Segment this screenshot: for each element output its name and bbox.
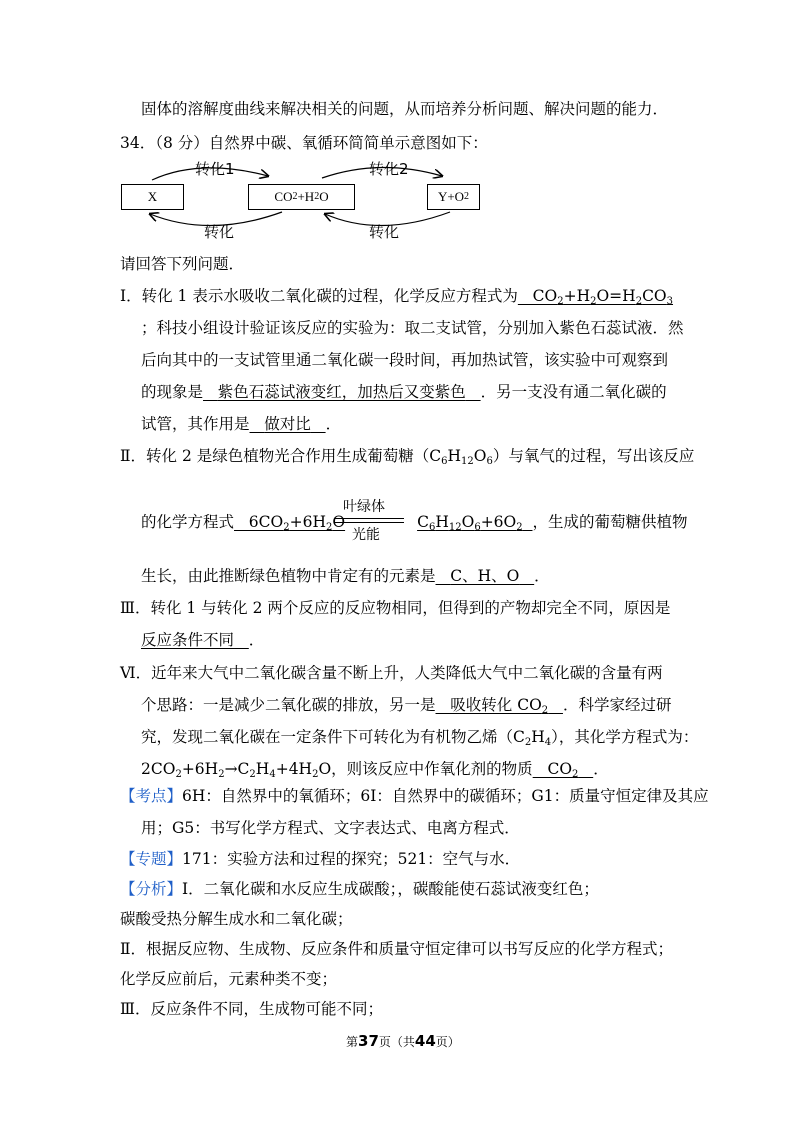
fenxi-line1: 【分析】Ⅰ．二氧化碳和水反应生成碳酸；，碳酸能使石蕊试液变红色； <box>120 880 599 898</box>
cycle-arrows <box>0 0 800 260</box>
condition-light: 光能 <box>352 527 380 543</box>
box-co2-h2o: CO 2 +H 2 O <box>248 184 355 210</box>
page-number: 37 <box>358 1032 379 1050</box>
cycle-diagram <box>0 0 800 260</box>
question-stem: 自然界中碳、氧循环简简单示意图如下： <box>208 134 488 152</box>
reaction-equals-top <box>334 518 404 519</box>
label-conversion-2: 转化2 <box>369 160 409 178</box>
page-footer: 第37页（共44页） <box>346 1032 460 1050</box>
fenxi-tag: 【分析】 <box>120 880 183 898</box>
answer-elements: C、H、O <box>450 567 520 585</box>
answer-idea: 吸收转化 $CO_2$ <box>435 696 549 716</box>
condition-chlorophyll: 叶绿体 <box>343 499 385 515</box>
box-y-o2: Y+O 2 <box>427 184 480 210</box>
fenxi-line3: Ⅱ．根据反应物、生成物、反应条件和质量守恒定律可以书写反应的化学方程式； <box>120 940 674 958</box>
part4-line4: $2CO_2+6H_2\to C_2H_4+4H_2O$，则该反应中作氧化剂的物质 $CO_2$ ． <box>141 760 609 780</box>
box-x: X <box>121 184 184 210</box>
answer-purpose: 做对比 <box>264 415 311 433</box>
kaodian-line1: 【考点】6H：自然界中的氧循环；6I：自然界中的碳循环；G1：质量守恒定律及其应 <box>120 787 709 805</box>
part4-line2: 个思路：一是减少二氧化碳的排放，另一是 吸收转化 $CO_2$ ．科学家经过研 <box>141 696 672 716</box>
part1-line2: ；科技小组设计验证该反应的实验为：取二支试管，分别加入紫色石蕊试液．然 <box>141 319 684 337</box>
answer-reason: 反应条件不同 <box>141 631 235 649</box>
part2-line1: Ⅱ．转化 2 是绿色植物光合作用生成葡萄糖$(C_6H_{12}O_6)$与氧气的过程，写出该反应 <box>120 447 695 467</box>
answer-oxidant: $CO_2$ <box>532 760 579 780</box>
label-conversion-1: 转化1 <box>195 160 235 178</box>
fenxi-line4: 化学反应前后，元素种类不变； <box>120 970 338 988</box>
zhuanti-tag: 【专题】 <box>120 850 183 868</box>
part1-line1: Ⅰ．转化 1 表示水吸收二氧化碳的过程，化学反应方程式为 $CO_2+H_2O=H_2CO_3$ <box>120 287 674 307</box>
total-pages: 44 <box>414 1032 436 1050</box>
question-number: 34． <box>120 134 156 152</box>
kaodian-tag: 【考点】 <box>120 787 183 805</box>
reaction-equals-bottom <box>334 522 404 523</box>
prompt-line: 请回答下列问题． <box>120 255 245 273</box>
answer-phenomenon: 紫色石蕊试液变红，加热后又变紫色 <box>217 383 466 401</box>
zhuanti-line: 【专题】171：实验方法和过程的探究；521：空气与水． <box>120 850 521 868</box>
part1-line5: 试管，其作用是 做对比 ． <box>141 415 342 433</box>
part1-line4: 的现象是 紫色石蕊试液变红，加热后又变紫色 ．另一支没有通二氧化碳的 <box>141 383 667 401</box>
question-score: （8 分） <box>155 134 209 152</box>
label-conversion-bottom-left: 转化 <box>204 223 235 241</box>
part4-line3: 究，发现二氧化碳在一定条件下可转化为有机物乙烯$(C_2H_4)$，其化学方程式为： <box>141 728 699 748</box>
answer-photosynthesis-left: $6CO_2+6H_2O$ <box>234 513 346 533</box>
fenxi-line5: Ⅲ．反应条件不同，生成物可能不同； <box>120 1000 383 1018</box>
fenxi-line2: 碳酸受热分解生成水和二氧化碳； <box>120 910 353 928</box>
kaodian-line2: 用；G5：书写化学方程式、文字表达式、电离方程式． <box>141 819 520 837</box>
part2-line3: 生长，由此推断绿色植物中肯定有的元素是 C、H、O ． <box>141 567 550 585</box>
label-conversion-bottom-right: 转化 <box>369 223 400 241</box>
answer-photosynthesis-right: $C_6H_{12}O_6+6O_2$ <box>417 513 523 533</box>
intro-line: 固体的溶解度曲线来解决相关的问题，从而培养分析问题、解决问题的能力． <box>141 100 669 118</box>
answer-equation-1: $CO_2+H_2O=H_2CO_3$ <box>517 287 674 307</box>
part4-line1: Ⅵ．近年来大气中二氧化碳含量不断上升，人类降低大气中二氧化碳的含量有两 <box>120 664 663 682</box>
part3-line2: 反应条件不同 ． <box>141 631 265 649</box>
part3-line1: Ⅲ．转化 1 与转化 2 两个反应的反应物相同，但得到的产物却完全不同，原因是 <box>120 599 671 617</box>
part1-line3: 后向其中的一支试管里通二氧化碳一段时间，再加热试管，该实验中可观察到 <box>141 351 669 369</box>
part2-line2: 的化学方程式 $6CO_2+6H_2O$ $C_6H_{12}O_6+6O_2$ ，生成的葡萄糖供植物 <box>141 513 688 533</box>
